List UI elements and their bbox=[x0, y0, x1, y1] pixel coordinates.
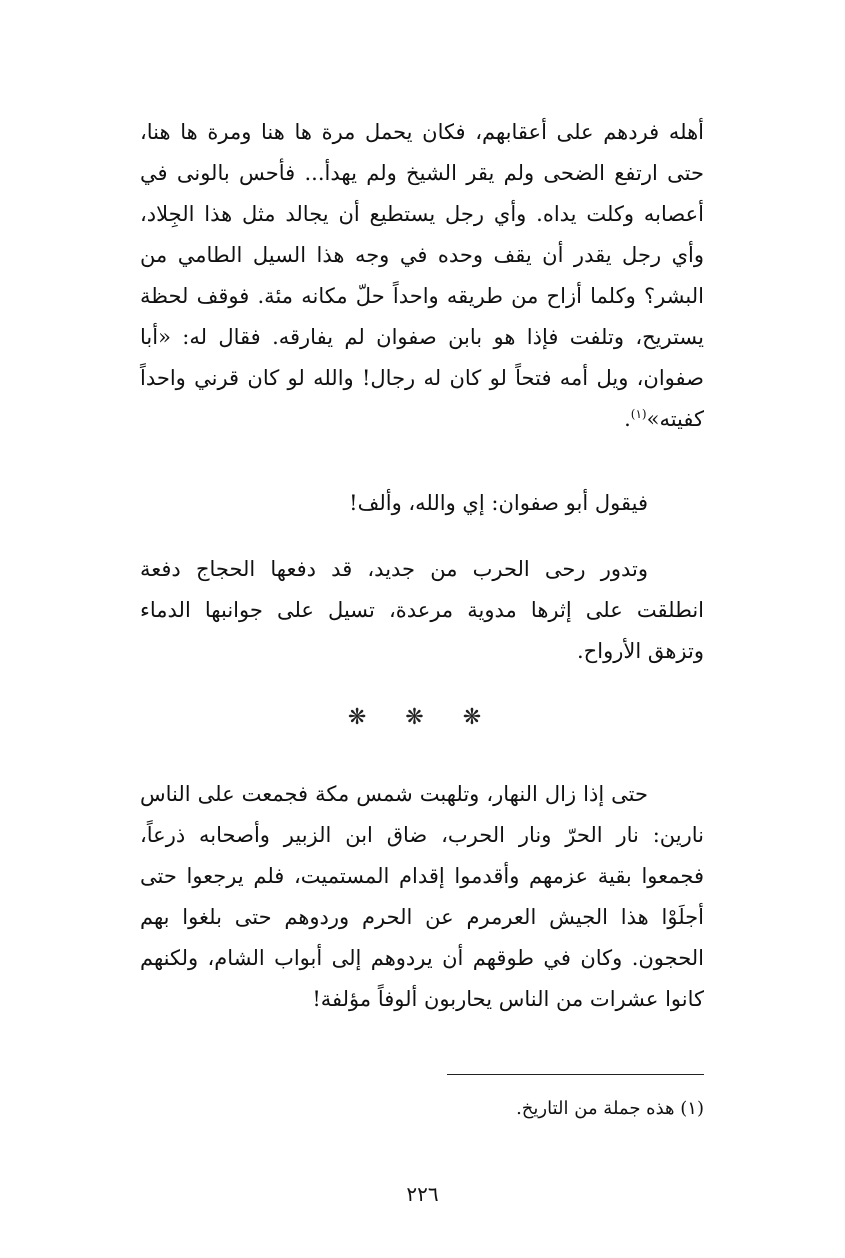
paragraph-1 bbox=[140, 112, 704, 440]
page-number: ٢٢٦ bbox=[406, 1182, 439, 1206]
paragraph-2: فيقول أبو صفوان: إي والله، وألف! bbox=[349, 491, 648, 515]
footnote-marker: (١) bbox=[630, 407, 647, 421]
footnote: (١) هذه جملة من التاريخ. bbox=[516, 1098, 704, 1119]
paragraph-3: وتدور رحى الحرب من جديد، قد دفعها الحجاج دفعة انطلقت على إثرها مدوية مرعدة، تسيل على جوانبها الدماء وتزهق الأرواح. bbox=[140, 557, 704, 663]
paragraph-1-text: أهله فردهم على أعقابهم، فكان يحمل مرة ها هنا ومرة ها هنا، حتى ارتفع الضحى ولم يقر الشيخ ولم يهدأ... فأحس بالونى في أعصابه وكلت يداه. وأي رجل يستطيع أن يجالد مثل هذا الجِلاد، وأي رجل يقدر أن يقف وحده في وجه هذا السيل الطامي من البشر؟ وكلما أزاح من طريقه واحداً حلّ مكانه مئة. فوقف لحظة يستريح، وتلفت فإذا هو بابن صفوان لم يفارقه. فقال له: «أبا صفوان، ويل أمه فتحاً لو كان له رجال! والله لو كان قرني واحداً كفيته» bbox=[140, 120, 704, 431]
paragraph-1-end: . bbox=[624, 407, 631, 431]
footnote-divider bbox=[447, 1074, 704, 1075]
paragraph-4: حتى إذا زال النهار، وتلهبت شمس مكة فجمعت على الناس نارين: نار الحرّ ونار الحرب، ضاق ابن الزبير وأصحابه ذرعاً، فجمعوا بقية عزمهم وأقدموا إقدام المستميت، فلم يرجعوا حتى أجلَوْا هذا الجيش العرمرم عن الحرم وردوهم حتى بلغوا بهم الحجون. وكان في طوقهم أن يردوهم إلى أبواب الشام، ولكنهم كانوا عشرات من الناس يحاربون ألوفاً مؤلفة! bbox=[140, 782, 704, 1011]
section-separator: ❋ ❋ ❋ bbox=[347, 705, 498, 730]
